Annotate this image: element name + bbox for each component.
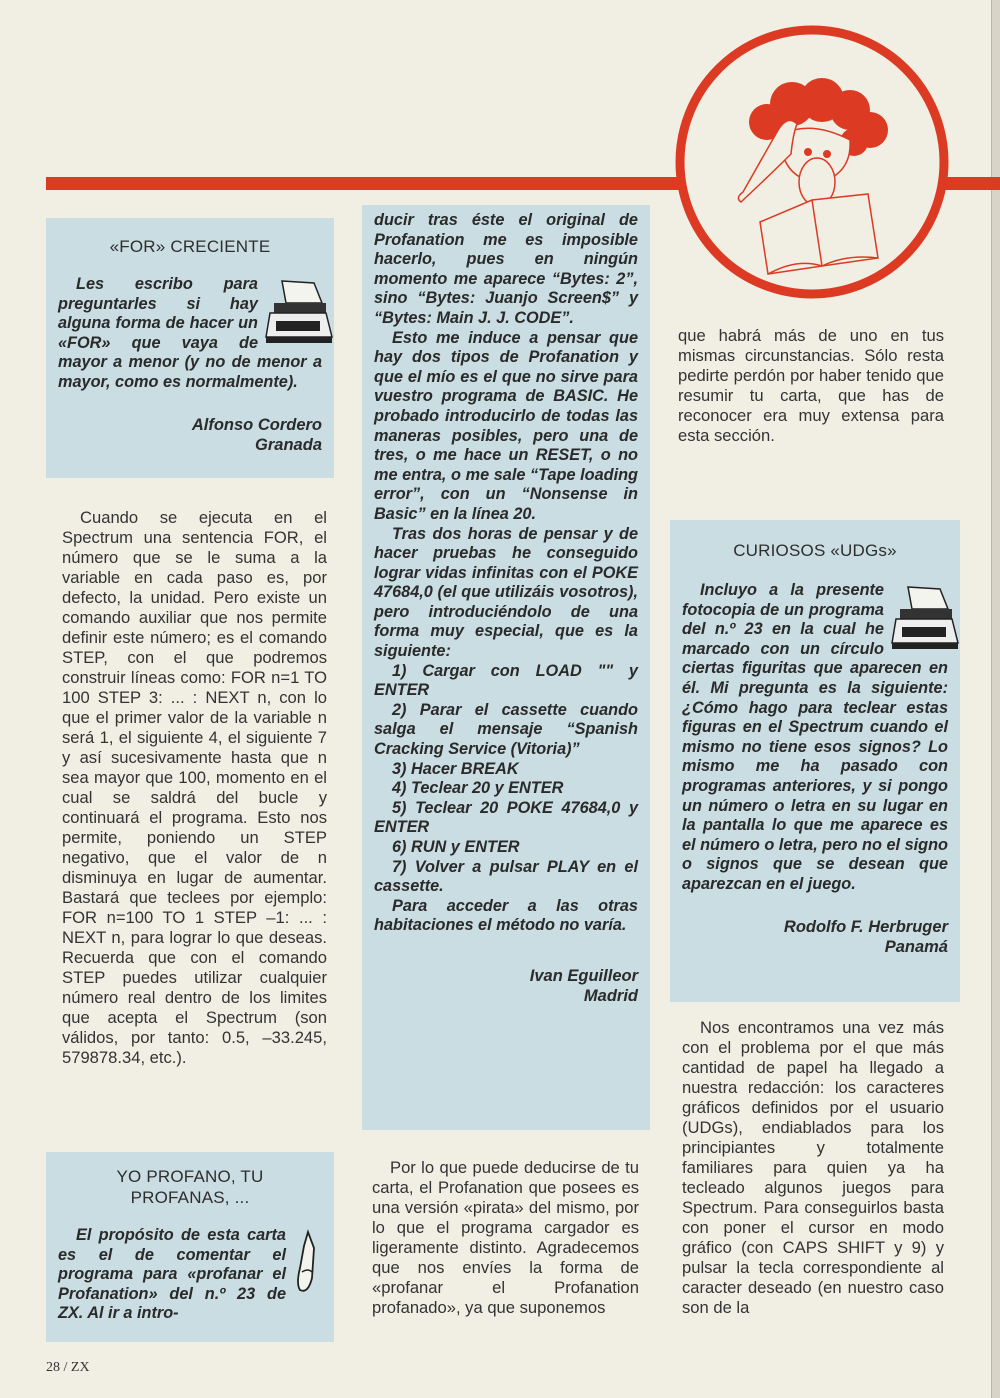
letter-body-end: Para acceder a las otras habitaciones el método no varía.: [374, 896, 638, 935]
step-item: 4) Teclear 20 y ENTER: [392, 779, 564, 798]
letter-box-curiosos-udgs: [670, 520, 960, 1002]
step-item: 7) Volver a pulsar PLAY en el cassette.: [374, 857, 638, 896]
letter-author: Alfonso Cordero: [191, 415, 322, 434]
letter-author: Ivan Eguilleor: [529, 966, 638, 985]
letter-box-for-creciente: [46, 218, 334, 478]
step-item: 6) RUN y ENTER: [392, 838, 520, 856]
letter-box-yo-profano: [46, 1152, 334, 1342]
step-item: 3) Hacer BREAK: [392, 759, 519, 778]
typewriter-icon: [264, 277, 334, 349]
page-folio: 28 / ZX: [46, 1360, 90, 1375]
reply-text: Cuando se ejecuta en el Spectrum una sentencia FOR, el número que se le suma a la variable en cada paso es, por defecto, la unidad. Pero existe un comando auxiliar que nos permite definir este número; es el comando STEP, con el que podremos construir líneas como: FOR n=1 TO 100 STEP 3: ... : NEXT n, con lo que el primer valor de la variable n será 1, el siguiente 4, el siguiente 7 y así sucesivamente hasta que n sea mayor que 100, momento en el cual se saldrá del bucle y continuará el programa. Esto nos permite, poniendo un STEP negativo, que el valor de n disminuya en lugar de aumentar. Bastará que teclees por ejemplo: FOR n=100 TO 1 STEP –1: ... : NEXT n, para lograr lo que deseas. Recuerda que con el comando STEP puedes utilizar cualquier número real dentro de los limites que acepta el Spectrum (son válidos, por tanto: 0.5, –33.245, 579878.34, etc.).: [62, 508, 327, 1067]
step-item: 2) Parar el cassette cuando salga el mensaje “Spanish Cracking Service (Vitoria)”: [374, 700, 638, 759]
pen-icon: [292, 1228, 322, 1300]
letter-title-line2: PROFANAS, ...: [130, 1188, 250, 1207]
letter-title: CURIOSOS «UDGs»: [733, 541, 897, 560]
reply-yo-profano-part2: [678, 326, 944, 446]
letter-body: Incluyo a la presente fotocopia de un programa del n.º 23 en la cual he marcado con un círculo ciertas figuritas que aparecen en él. Mi pregunta es la siguiente: ¿Cómo hago para teclear estas figuras en el Spectrum cuando el mismo no tiene esos signos? Lo mismo me ha pasado con programas anteriores, y si pongo un número o letra en su lugar en la pantalla lo que me aparece es el número o letra, pero no el signo o signos que se desean que aparezcan en el juego.: [682, 581, 948, 893]
reply-yo-profano-part1: [372, 1158, 639, 1318]
reply-for-creciente: [62, 508, 327, 1068]
letter-body-start: El propósito de esta carta es el de comentar el programa para «profanar el Profanation» del n.º 23 de ZX. Al ir a intro-: [58, 1226, 286, 1323]
letter-city: Panamá: [884, 937, 948, 956]
typewriter-icon: [890, 583, 960, 655]
letter-box-yo-profano-cont: [362, 205, 650, 1130]
letter-title: «FOR» CRECIENTE: [109, 237, 271, 256]
page-edge: [991, 0, 1000, 1398]
letter-city: Madrid: [583, 986, 638, 1005]
reply-text: que habrá más de uno en tus mismas circunstancias. Sólo resta pedirte perdón por haber tenido que resumir tu carta, que has de reconocer era muy extensa para esta sección.: [678, 326, 944, 445]
letter-city: Granada: [255, 435, 322, 454]
step-item: 1) Cargar con LOAD "" y ENTER: [374, 661, 638, 700]
letter-body-cont-2: Esto me induce a pensar que hay dos tipos de Profanation y que el mío es el que no sirve para vuestro programa de BASIC. He probado introducirlo de todas las maneras posibles, pero una de tres, o me hace un RESET, o no me entra, o me sale “Tape loading error”, con un “Nonsense in Basic” en la línea 20.: [374, 328, 638, 523]
letter-author: Rodolfo F. Herbruger: [783, 917, 948, 936]
reply-curiosos-udgs: [682, 1018, 944, 1318]
letter-body-cont-3: Tras dos horas de pensar y de hacer pruebas he conseguido lograr vidas infinitas con el POKE 47684,0 (el que utilizáis vosotros), pero introduciéndolo de una forma muy especial, que es la siguiente:: [374, 524, 638, 661]
reader-emblem-icon: [672, 22, 952, 302]
reply-text: Por lo que puede deducirse de tu carta, el Profanation que posees es una versión «pirata» del mismo, por lo que el programa cargador es ligeramente distinto. Agradecemos que nos envíes la forma de «profanar el Profanation profanado», ya que suponemos: [372, 1158, 639, 1317]
step-item: 5) Teclear 20 POKE 47684,0 y ENTER: [374, 798, 638, 837]
letter-body: Les escribo para preguntarles si hay alguna forma de hacer un «FOR» que vaya de mayor a menor (y no de menor a mayor, como es normalmente).: [58, 275, 322, 391]
letter-title-line1: YO PROFANO, TU: [116, 1167, 264, 1186]
letter-body-cont-1: ducir tras éste el original de Profanation me es imposible hacerlo, pues en ningún momento me aparece “Bytes: 2”, sino “Bytes: Juanjo Screen$” y “Bytes: Main J. J. CODE”.: [374, 211, 638, 327]
reply-text: Nos encontramos una vez más con el problema por el que más cantidad de papel ha llegado a nuestra redacción: los caracteres gráficos definidos por el usuario (UDGs), endiablados para los principiantes y totalmente familiares para quien ya ha tecleado algunos juegos para Spectrum. Para conseguirlos basta con poner el cursor en modo gráfico (con CAPS SHIFT y 9) y pulsar la tecla correspondiente al caracter deseado (en nuestro caso son de la: [682, 1018, 944, 1317]
